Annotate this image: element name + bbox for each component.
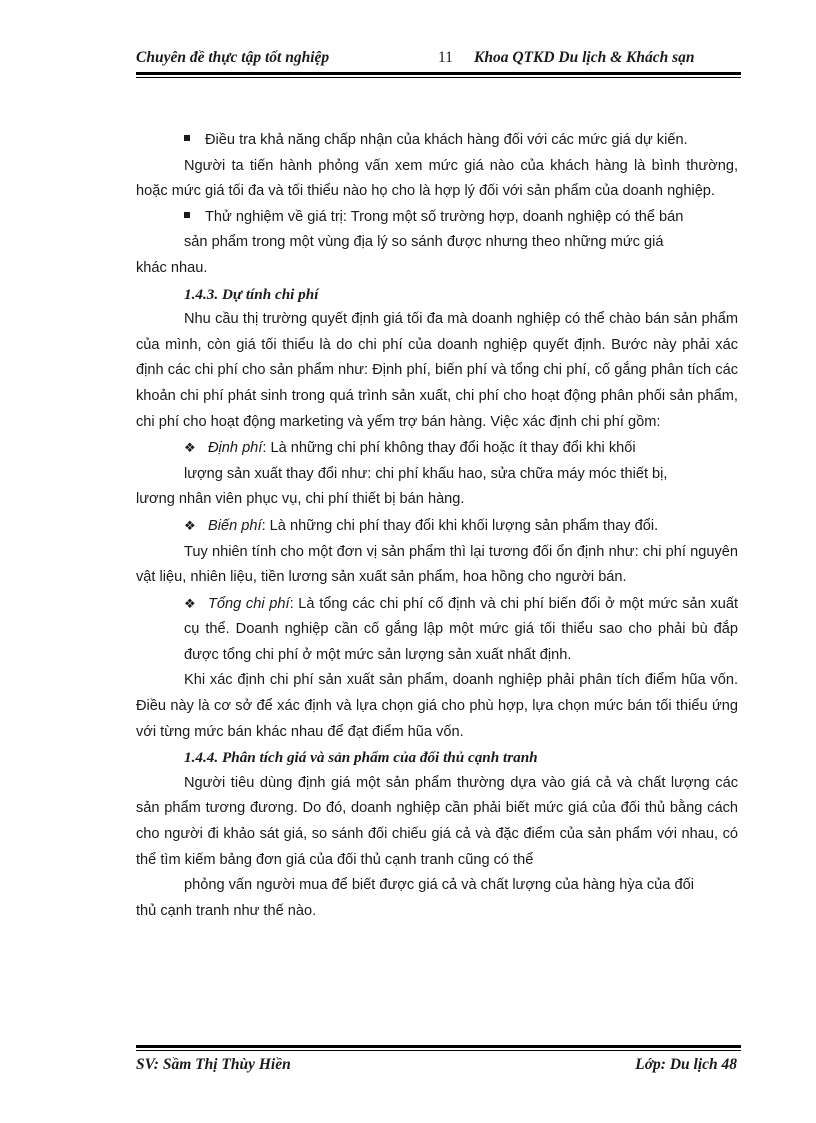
diamond-bullet-item	[136, 513, 738, 540]
paragraph: khác nhau.	[136, 259, 208, 276]
footer-rule-thin	[136, 1050, 741, 1051]
paragraph: Nhu cầu thị trường quyết định giá tối đa mà doanh nghiệp có thể chào bán sản phẩm của mình, còn giá tối thiểu là do chi phí của doanh nghiệp quyết định. Bước này phải xác định các chi phí cho sản phẩm như: Định phí, biến phí và tổng chi phí, cố gắng phân tích các khoản chi phí phát sinh trong quá trình sản xuất, chi phí cho hoạt động phân phối sản phẩm, chi phí cho hoạt động marketing và yểm trợ bán hàng. Việc xác định chi phí gồm:	[136, 311, 738, 430]
paragraph: Tuy nhiên tính cho một đơn vị sản phẩm thì lại tương đối ổn định như: chi phí nguyên vật liệu, nhiên liệu, tiền lương sản xuất sản phẩm, hoa hồng cho người bán.	[136, 543, 738, 586]
footer-class: Lớp: Du lịch 48	[635, 1056, 737, 1073]
page-number: 11	[438, 49, 453, 66]
term: Định phí	[208, 440, 263, 457]
paragraph: Khi xác định chi phí sản xuất sản phẩm, doanh nghiệp phải phân tích điểm hũa vốn. Điều này là cơ sở để xác định và lựa chọn giá cho phù hợp, lựa chọn mức bán tối thiểu ứng với từng mức bán khác nhau để đạt điểm hũa vốn.	[136, 672, 738, 740]
term: Tổng chi phí	[208, 595, 290, 612]
diamond-bullet-icon: ❖	[184, 440, 196, 456]
bullet-item	[136, 205, 738, 231]
term-definition: : Là tổng các chi phí cố định và chi phí biến đổi ở một mức sản xuất cụ thể. Doanh nghiệp cần cố gắng lập một mức giá tối thiểu sao cho phải bù đắp được tổng chi phí ở một mức sản lượng sản xuất nhất định.	[184, 595, 738, 663]
section-heading: 1.4.3. Dự tính chi phí	[184, 285, 319, 303]
header-rule-thick	[136, 72, 741, 75]
footer-rule-thick	[136, 1045, 741, 1048]
bullet-text: Thử nghiệm về giá trị: Trong một số trường hợp, doanh nghiệp có thể bán	[205, 208, 684, 225]
document-body	[136, 128, 738, 924]
square-bullet-icon	[184, 212, 190, 218]
diamond-bullet-icon: ❖	[184, 517, 196, 533]
term: Biến phí	[208, 517, 262, 534]
paragraph: lương nhân viên phục vụ, chi phí thiết bị bán hàng.	[136, 491, 465, 508]
term-definition: : Là những chi phí không thay đổi hoặc ít thay đổi khi khối	[262, 440, 636, 457]
paragraph: sản phẩm trong một vùng địa lý so sánh được nhưng theo những mức giá	[184, 234, 664, 251]
paragraph: thủ cạnh tranh như thế nào.	[136, 902, 317, 919]
square-bullet-icon	[184, 135, 190, 141]
header-title: Chuyên đề thực tập tốt nghiệp	[136, 49, 330, 66]
bullet-text: Điều tra khả năng chấp nhận của khách hàng đối với các mức giá dự kiến.	[205, 132, 688, 148]
diamond-bullet-item	[136, 591, 738, 669]
footer-student: SV: Sầm Thị Thùy Hiền	[136, 1056, 291, 1073]
paragraph: Người tiêu dùng định giá một sản phẩm thường dựa vào giá cả và chất lượng các sản phẩm tương đương. Do đó, doanh nghiệp cần phải biết mức giá của đối thủ bằng cách cho người đi khảo sát giá, so sánh đối chiếu giá cả và đặc điểm của sản phẩm với nhau, có thể tìm kiếm bảng đơn giá của đối thủ cạnh tranh cũng có thể	[136, 774, 738, 868]
header-faculty: Khoa QTKD Du lịch & Khách sạn	[474, 49, 695, 66]
page-header	[136, 45, 741, 67]
paragraph: phỏng vấn người mua để biết được giá cả và chất lượng của hàng hỳa của đối	[184, 877, 694, 894]
diamond-bullet-icon: ❖	[184, 595, 196, 611]
term-definition: : Là những chi phí thay đổi khi khối lượng sản phẩm thay đổi.	[261, 517, 659, 534]
section-heading: 1.4.4. Phân tích giá và sản phẩm của đối thủ cạnh tranh	[184, 749, 538, 767]
paragraph: lượng sản xuất thay đổi như: chi phí khấu hao, sửa chữa máy móc thiết bị,	[184, 465, 668, 482]
header-rule-thin	[136, 77, 741, 78]
diamond-bullet-item	[136, 435, 738, 462]
paragraph: Người ta tiến hành phỏng vấn xem mức giá nào của khách hàng là bình thường, hoặc mức giá tối đa và tối thiểu nào họ cho là hợp lý đối với sản phẩm của doanh nghiệp.	[136, 157, 738, 200]
bullet-item	[136, 128, 738, 154]
